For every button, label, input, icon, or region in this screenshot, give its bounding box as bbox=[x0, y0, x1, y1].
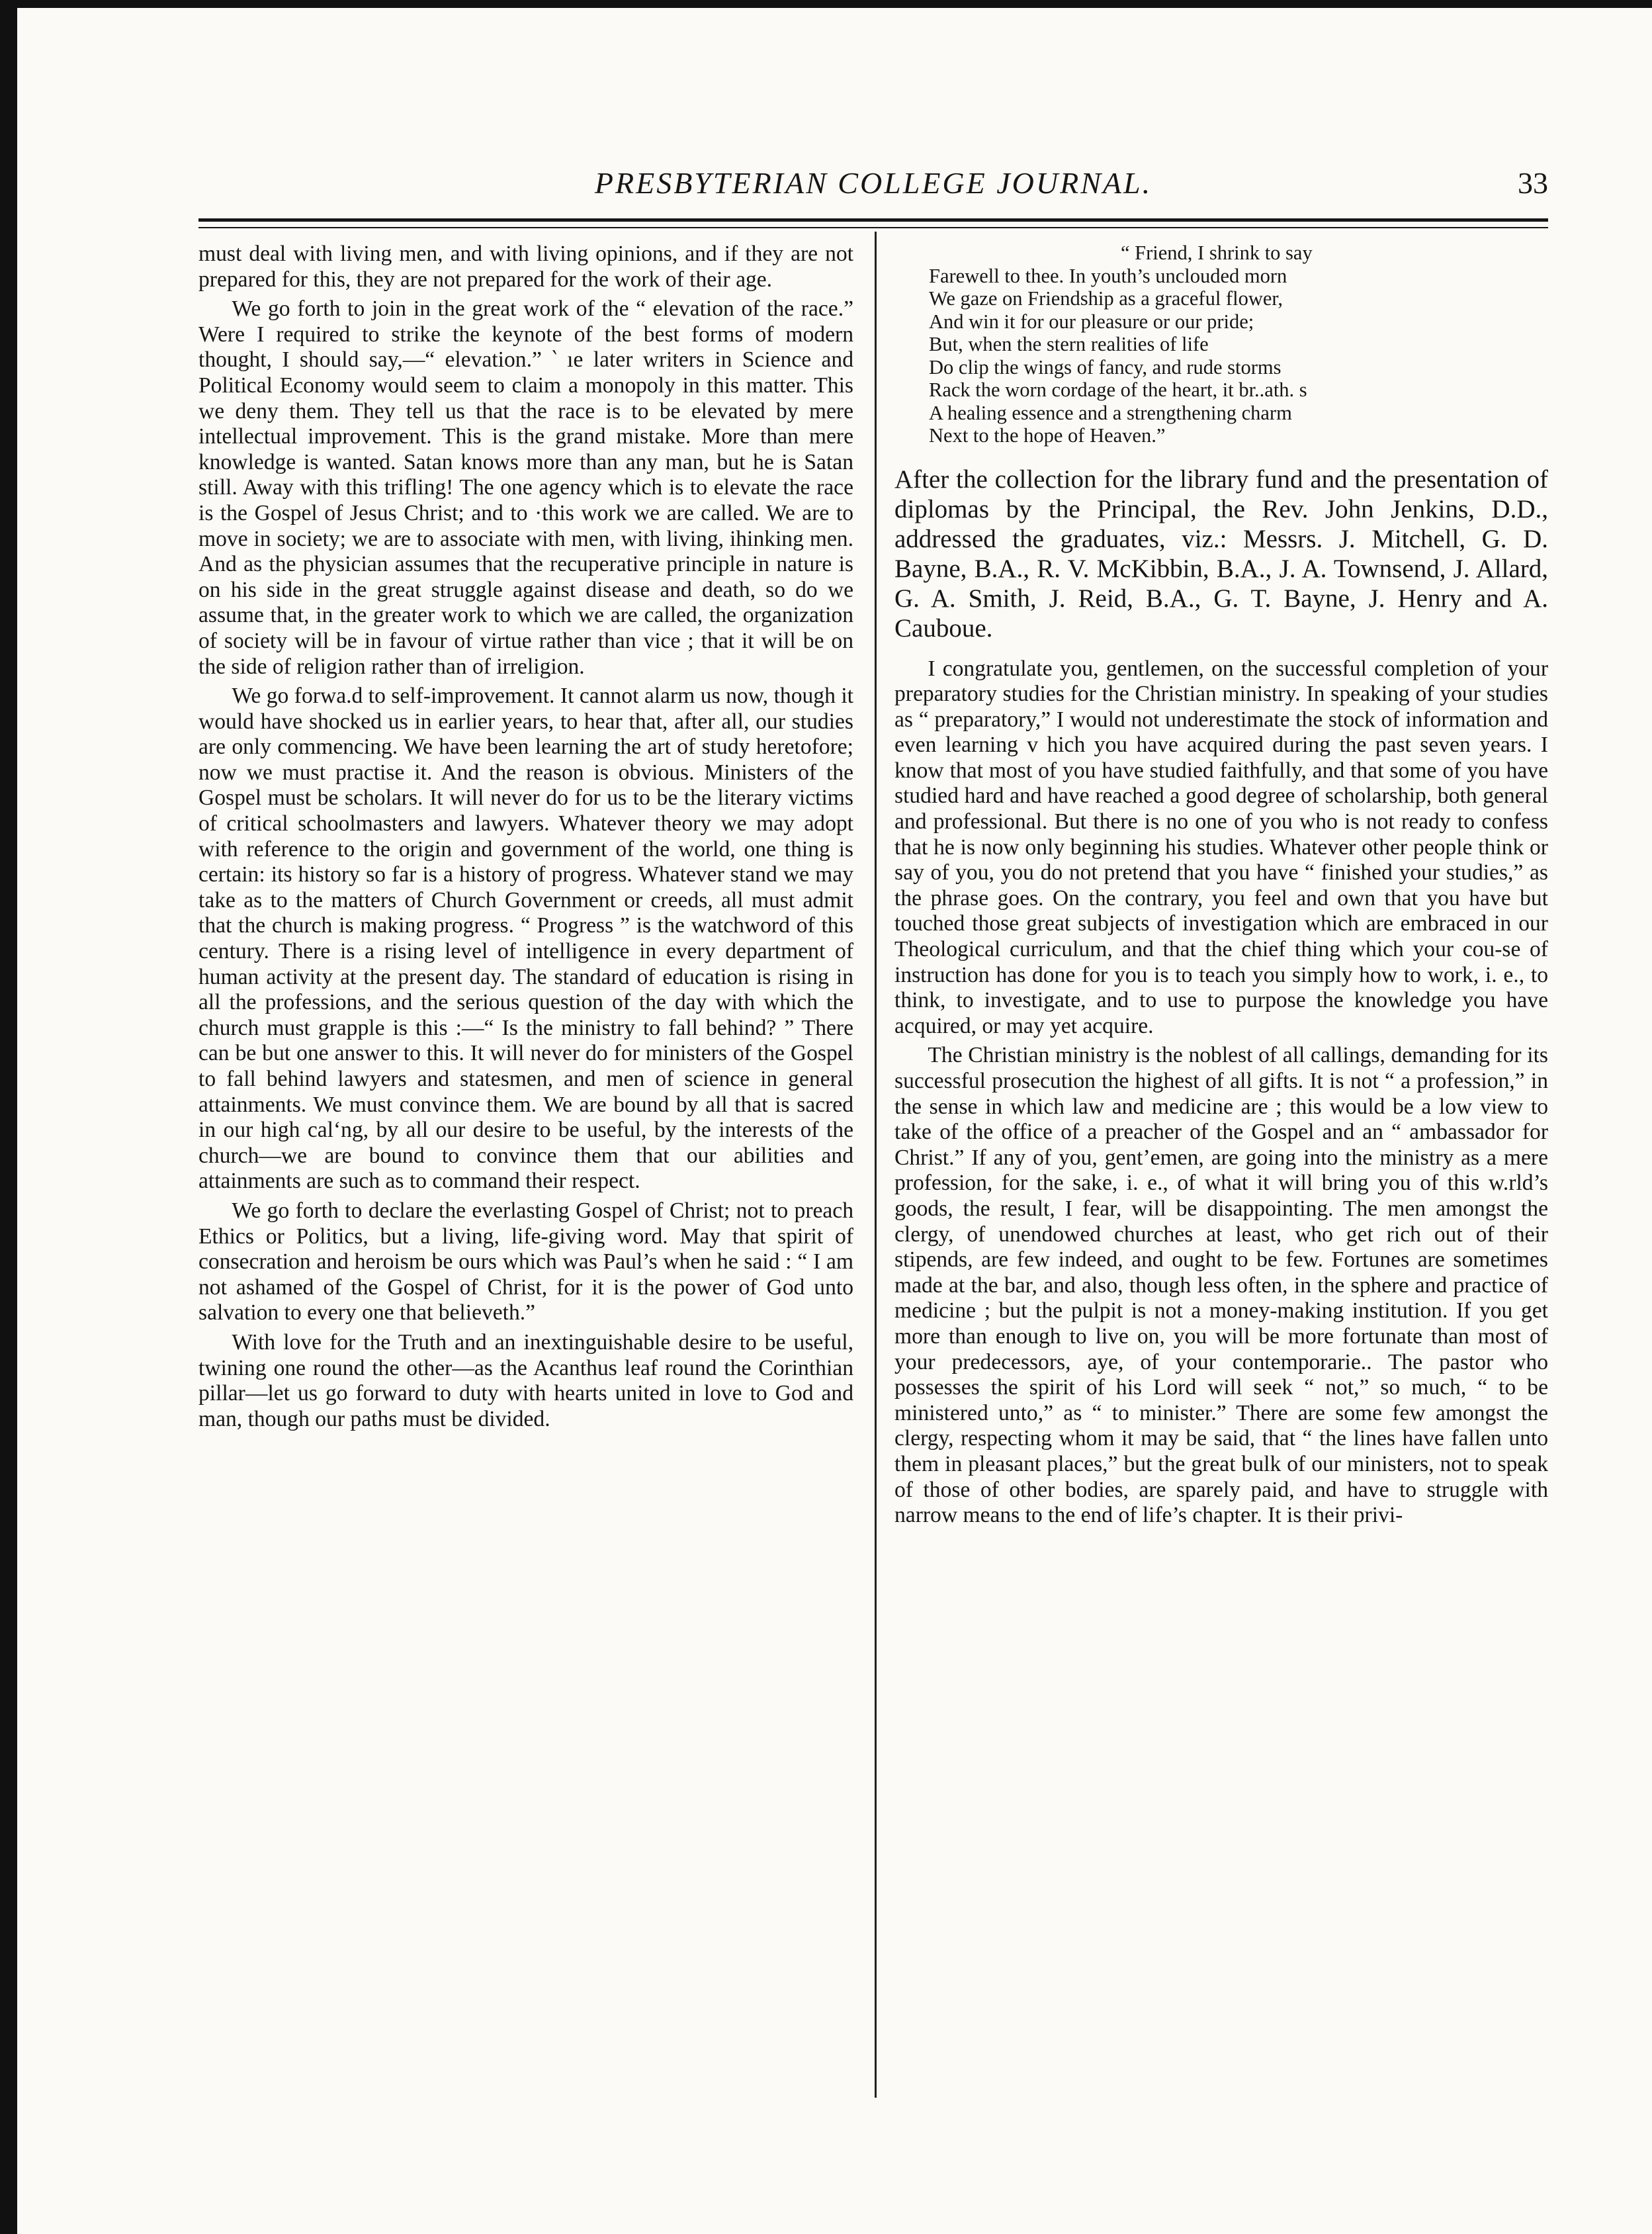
poem-line: Do clip the wings of fancy, and rude storms bbox=[929, 355, 1282, 379]
paragraph: We go forth to join in the great work of the “ elevation of the race.” Were I required to strike the keynote of the best forms of modern thought, I should say,—“ elevation.” ‵ ıe later writers in Science and Political Economy would seem to claim a monopoly in this matter. This we deny them. They tell us that the race is to be elevated by mere intellectual improvement. This is the grand mistake. More than mere knowledge is wanted. Satan knows more than any man, but he is Satan still. Away with this trifling! The one agency which is to elevate the race is the Gospel of Jesus Christ; and to ·this work we are called. We are to move in society; we are to associate with men, with living, ihinking men. And as the physician assumes that the recuperative principle in nature is on his side in the great struggle against disease and death, so do we assume that, in the greater work to which we are called, the organization of society will be in favour of virtue rather than vice ; that it will be on the side of religion rather than of irreligion. bbox=[198, 296, 853, 679]
paragraph: We go forwa.d to self-improvement. It cannot alarm us now, though it would have shocked us in earlier years, to hear that, after all, our studies are only commencing. We have been learning the art of study heretofore; now we must practise it. And the reason is obvious. Ministers of the Gospel must be scholars. It will never do for us to be the literary victims of critical schoolmasters and lawyers. Whatever theory we may adopt with reference to the origin and government of the world, one thing is certain: its history so far is a history of progress. Whatever stand we may take as to the matters of Church Government or creeds, all must admit that the church is making progress. “ Progress ” is the watchword of this century. There is a rising level of intelligence in every department of human activity at the present day. The standard of education is rising in all the professions, and the serious question of the day with which the church must grapple is this :—“ Is the ministry to fall behind? ” There can be but one answer to this. It will never do for ministers of the Gospel to fall behind lawyers and statesmen, and men of science in general attainments. We must convince them. We are bound by all that is sacred in our high cal‘ng, by all our desire to be useful, by the interests of the church—we are bound to convince them that our abilities and attainments are such as to command their respect. bbox=[198, 684, 853, 1194]
poem-line: But, when the stern realities of life bbox=[929, 333, 1209, 355]
running-title: PRESBYTERIAN COLLEGE JOURNAL. bbox=[594, 166, 1152, 200]
paragraph: I congratulate you, gentlemen, on the successful completion of your preparatory studies for the Christian ministry. In speaking of your studies as “ preparatory,” I would not underestimate the stock of information and even learning v hich you have acquired during the past seven years. I know that most of you have studied faithfully, and that some of you have studied hard and have reached a good degree of scholarship, both general and professional. But there is no one of you who is not ready to confess that he is now only beginning his studies. Whatever other people think or say of you, you do not pretend that you have “ finished your studies,” as the phrase goes. On the contrary, you feel and own that you have but touched those great subjects of investigation which are embraced in our Theological curriculum, and that the chief thing which your cou-se of instruction has done for you is to teach you simply how to work, i. e., to think, to investigate, and to use to purpose the knowledge you have acquired, or may yet acquire. bbox=[894, 656, 1548, 1038]
poem-line: We gaze on Friendship as a graceful flower, bbox=[929, 287, 1283, 310]
right-column bbox=[894, 242, 1548, 1533]
paragraph: With love for the Truth and an inextinguishable desire to be useful, twining one round the other—as the Acanthus leaf round the Corinthian pillar—let us go forward to duty with hearts united in love to God and man, though our paths must be divided. bbox=[198, 1329, 853, 1431]
poem-quotation bbox=[894, 242, 1548, 447]
paragraph: We go forth to declare the everlasting Gospel of Christ; not to preach Ethics or Politics, but a living, life-giving word. May that spirit of consecration and heroism be ours which was Paul’s when he said : “ I am not ashamed of the Gospel of Christ, for it is the power of God unto salvation to every one that believeth.” bbox=[198, 1198, 853, 1325]
poem-line: Next to the hope of Heaven.” bbox=[929, 424, 1166, 447]
column-divider bbox=[875, 232, 877, 2098]
paragraph: The Christian ministry is the noblest of all callings, demanding for its successful prosecution the highest of all gifts. It is not “ a profession,” in the sense in which law and medicine are ; this would be a low view to take of the office of a preacher of the Gospel and an “ ambassador for Christ.” If any of you, gent’emen, are going into the ministry as a mere profession, for the sake, i. e., of what it will bring you of this w.rld’s goods, the result, I fear, will be disappointing. The men amongst the clergy, of unendowed churches at least, who get rich out of their stipends, are few indeed, and ought to be few. Fortunes are sometimes made at the bar, and also, though less often, in the sphere and practice of medicine ; but the pulpit is not a money-making institution. If you get more than enough to live on, you will be more fortunate than most of your predecessors, aye, of your contemporarie.. The pastor who possesses the spirit of his Lord will seek “ not,” so much, “ to be ministered unto,” as “ to minister.” There are some few amongst the clergy, respecting whom it may be said, that “ the lines have fallen unto them in pleasant places,” but the great bulk of our ministers, not to speak of those of other bodies, are sparely paid, and have to struggle with narrow means to the end of life’s chapter. It is their privi- bbox=[894, 1043, 1548, 1528]
header-rule-thin bbox=[198, 227, 1548, 228]
scan-edge-top bbox=[0, 0, 1652, 8]
left-column bbox=[198, 242, 853, 1436]
page-number: 33 bbox=[1518, 166, 1548, 200]
poem-line: And win it for our pleasure or our pride; bbox=[929, 310, 1254, 333]
poem-line: “ Friend, I shrink to say bbox=[1121, 242, 1313, 264]
scan-edge-left bbox=[0, 0, 17, 2234]
poem-line: A healing essence and a strengthening charm bbox=[929, 401, 1292, 424]
paragraph: must deal with living men, and with living opinions, and if they are not prepared for this, they are not prepared for the work of their age. bbox=[198, 242, 853, 292]
header-rule-thick bbox=[198, 218, 1548, 222]
lead-paragraph: After the collection for the library fund and the presentation of diplomas by the Principal, the Rev. John Jenkins, D.D., addressed the graduates, viz.: Messrs. J. Mitchell, G. D. Bayne, B.A., R. V. McKibbin, B.A., J. A. Townsend, J. Allard, G. A. Smith, J. Reid, B.A., G. T. Bayne, J. Henry and A. Cauboue. bbox=[894, 465, 1548, 643]
poem-line: Rack the worn cordage of the heart, it br..ath. s bbox=[929, 379, 1307, 401]
page-header bbox=[198, 165, 1548, 205]
poem-line: Farewell to thee. In youth’s unclouded morn bbox=[929, 264, 1287, 287]
